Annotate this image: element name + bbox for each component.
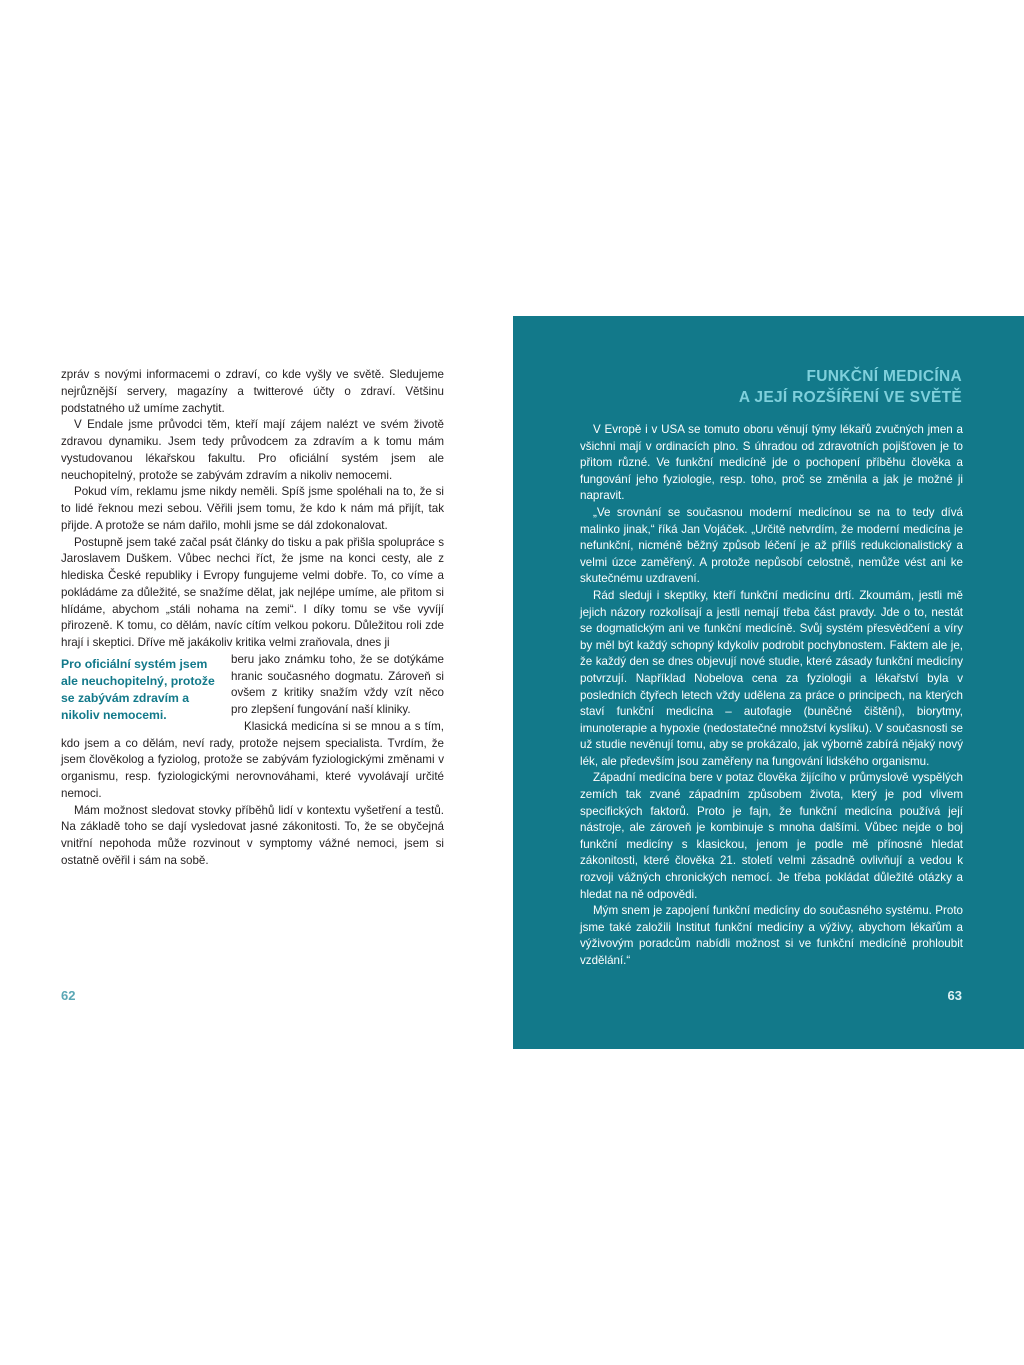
paragraph: Mám možnost sledovat stovky příběhů lidí v kontextu vyšetření a testů. Na základě toho se dají vysledovat jasné zákonitosti. To, že se obyčejná vnitřní nepohoda může rozvinout v symptomy vážné nemoci, jsem si ostatně ověřil i sám na sobě. xyxy=(61,803,444,867)
page-number: 62 xyxy=(61,988,76,1003)
heading-line: A JEJÍ ROZŠÍŘENÍ VE SVĚTĚ xyxy=(738,389,962,406)
paragraph: beru jako známku toho, že se dotýkáme hranic současného dogmatu. Zároveň si ovšem z kritiky snažím vždy vzít něco pro zlepšení fungování naší kliniky. xyxy=(231,652,444,716)
paragraph: Mým snem je zapojení funkční medicíny do současného systému. Proto jsme také založili Institut funkční medicíny a výživy, abychom lékařům a výživovým poradcům nabídli možnost si ve funkční medicíně prohloubit vzdělání.“ xyxy=(580,904,963,967)
paragraph: V Evropě i v USA se tomuto oboru věnují týmy lékařů zvučných jmen a všichni mají v ordinacích plno. S úhradou od zdravotních pojišťoven je to přitom různé. Ve funkční medicíně jde o pochopení příběhu člověka a fungování jeho fyziologie, resp. toho, proč se změnila a jak je možné ji napravit. xyxy=(580,423,963,503)
paragraph: Západní medicína bere v potaz člověka žijícího v průmyslově vyspělých zemích tak zvané západním způsobem života, který je pod vlivem specifických faktorů. Proto je fajn, že funkční medicína používá její nástroje, ale zároveň je kombinuje s mnoha dalšími. Vůbec nejde o boj funkční medicíny s klasickou, jenom je podle mě přínosné hledat zákonitosti, které člověka 21. století velmi zásadně ovlivňují a vedou k rozvoji vážných chronických nemocí. Je třeba pokládat důležité otázky a hledat na ně odpovědi. xyxy=(580,771,963,901)
section-heading xyxy=(602,366,962,408)
paragraph: Klasická medicína si se mnou a s tím, kdo jsem a co dělám, neví rady, protože nejsem specialista. Tvrdím, že jsem člověkolog a fyziolog, protože se zabývám fyziologickými změnami v organismu, resp. fyziologickými nerovnováhami, které vyvolávají určité nemoci. xyxy=(61,719,444,800)
paragraph: Postupně jsem také začal psát články do tisku a pak přišla spolupráce s Jaroslavem Duškem. Vůbec nechci říct, že jsme na konci cesty, ale z hlediska České republiky i Evropy fungujeme velmi dobře. To, co víme a pokládáme za důležité, se snažíme dělat, jak nejlépe umíme, ale přitom si hlídáme, abychom „stáli nohama na zemi“. I díky tomu se vše vyvíjí přirozeně. K tomu, co dělám, navíc cítím velkou pokoru. Důležitou roli zde hrají i skeptici. Dříve mě jakákoliv kritika velmi zraňovala, dnes ji xyxy=(61,535,444,649)
paragraph: Pokud vím, reklamu jsme nikdy neměli. Spíš jsme spoléhali na to, že si to lidé řeknou mezi sebou. Věřili jsem tomu, že kdo k nám má přijít, tak přijde. A protože se nám dařilo, mohli jsme se dál zdokonalovat. xyxy=(61,485,444,532)
right-page xyxy=(513,316,1024,1049)
heading-line: FUNKČNÍ MEDICÍNA xyxy=(806,368,962,385)
pull-quote: Pro oficiální systém jsem ale neuchopitelný, protože se zabývám zdravím a nikoliv nemocemi. xyxy=(61,656,215,722)
page-number: 63 xyxy=(947,988,962,1003)
right-body-text xyxy=(580,422,963,970)
left-page xyxy=(0,316,512,1049)
left-body-text xyxy=(61,367,444,870)
paragraph: Rád sleduji i skeptiky, kteří funkční medicínu drtí. Zkoumám, jestli mě jejich názory rozkolísají a jestli nemají třeba část pravdy. Jde o to, nestát se dogmatickým ani ve funkční medicíně. Svůj systém přesvědčení a víry by měl být každý schopný kdykoliv podrobit pochybnostem. Faktem ale je, že každý den se dnes objevují nové studie, které zásady funkční medicíny potvrzují. Například Nobelova cena za fyziologii a lékařství byla v posledních čtyřech letech vždy udělena za práce o principech, na kterých staví funkční medicína – autofagie (buněčné čištění), biorytmy, imunoterapie a hypoxie (nedostatečné množství kyslíku). V současnosti se už studie nevěnují tomu, aby se prokázalo, jak výborně zabírá nějaký nový lék, ale především jsou zaměřeny na fungování lidského organismu. xyxy=(580,588,963,768)
paragraph: „Ve srovnání se současnou moderní medicínou se na to tedy dívá malinko jinak,“ říká Jan Vojáček. „Určitě netvrdím, že moderní medicína je nefunkční, nicméně běžný způsob léčení je až příliš redukcionalistický a velmi úzce zaměřený. A protože nepůsobí celostně, nemůže vést ani ke skutečnému uzdravení. xyxy=(580,505,963,586)
paragraph: zpráv s novými informacemi o zdraví, co kde vyšly ve světě. Sledujeme nejrůznější servery, magazíny a twitterové účty o zdraví. Většinu podstatného už umíme zachytit. xyxy=(61,368,444,415)
paragraph: V Endale jsme průvodci těm, kteří mají zájem nalézt ve svém životě zdravou dynamiku. Jsem tedy průvodcem za zdravím a k tomu mám vystudovanou lékařskou fakultu. Pro oficiální systém jsem ale neuchopitelný, protože se zabývám zdravím a nikoliv nemocemi. xyxy=(61,418,444,482)
